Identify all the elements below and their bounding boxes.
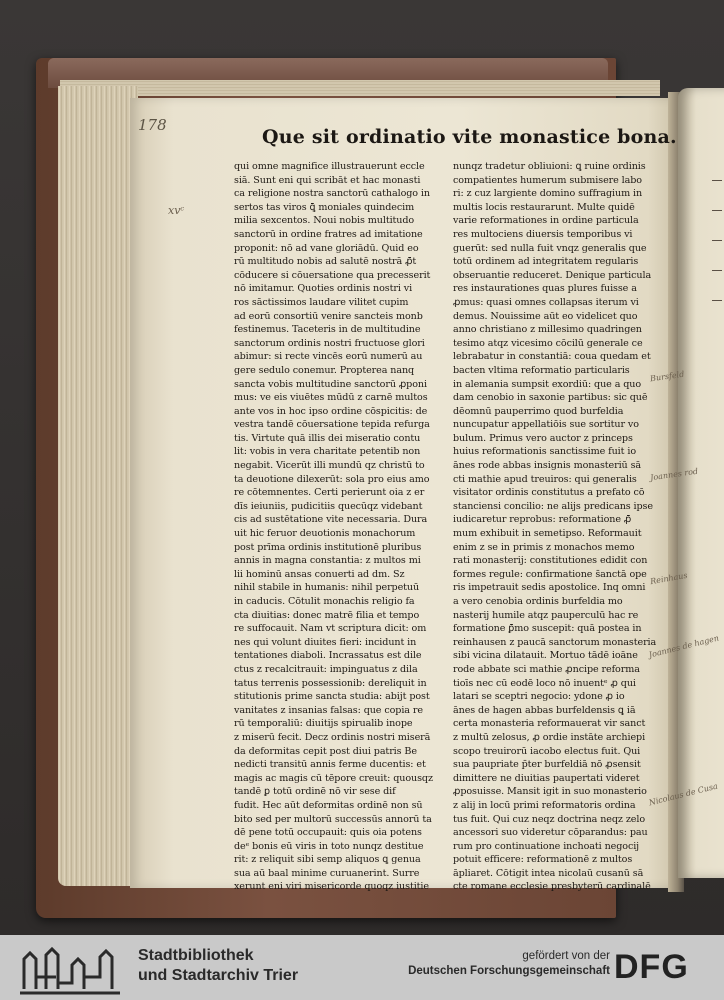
- text-line: potuit efficere: reformationē z multos: [453, 854, 633, 866]
- page-edges-top: [60, 80, 660, 96]
- margin-note: Nicolaus de Cusa: [647, 781, 719, 808]
- text-line: nasterij humile atqz pauperculū hac re: [453, 609, 639, 621]
- text-line: anno christiano z millesimo quadringen: [453, 324, 642, 336]
- text-line: iudicaretur reprobus: reformatione ꝓ̄: [453, 514, 632, 526]
- text-line: cte romane ecclesie presbyterū cardinalē: [453, 881, 651, 893]
- text-line: rū temporaliū: diuitijs spirualib inope: [234, 718, 413, 730]
- text-line: da deformitas cepit post diui patris Be: [234, 745, 417, 757]
- margin-note: xvᶜ: [168, 204, 185, 217]
- text-line: mus: ve eis viuētes mūdū z carnē multos: [234, 392, 428, 404]
- text-line: demus. Nouissime aūt eo videlicet quo: [453, 310, 638, 322]
- text-line: lebrabatur in constantiā: coua quedam et: [453, 351, 651, 363]
- margin-note: Reinhaus: [649, 570, 689, 587]
- facing-page-text-mark: [712, 240, 722, 241]
- text-line: formes regule: confirmatione s̄anctā ope: [453, 568, 647, 580]
- facing-page-text-mark: [712, 210, 722, 211]
- text-line: in caducis. Cōtulit monachis religio fa: [234, 596, 415, 607]
- text-line: siā. Sunt eni qui scribāt et hac monasti: [234, 174, 421, 186]
- text-line: z alij in locū primi reformatoris ordina: [453, 799, 636, 811]
- folio-number: 178: [138, 116, 167, 134]
- text-line: totū ordinem ad integritatem regularis: [453, 256, 639, 268]
- text-line: dīs ieiuniis, pudicitiis quecūqz videbant: [234, 500, 423, 512]
- text-line: formatione ꝑ̄mo suscepit: quā postea in: [453, 623, 642, 635]
- funding-credit: [372, 949, 610, 979]
- text-line: ta deuotione dilexerūt: sola pro eius amo: [234, 473, 430, 485]
- text-line: rode abbate sci mathie ꝓncipe reforma: [453, 663, 640, 675]
- text-line: mum exhibuit in semetipso. Reformauit: [453, 528, 642, 540]
- text-line: stitutionis prime sancta studia: abijt post: [234, 691, 430, 703]
- text-line: fudit. Hec aūt deformitas ordinē non sū: [234, 799, 423, 811]
- text-line: deᵉ bonis eū viris in toto nunqz destitue: [234, 840, 424, 852]
- text-line: post prīma ordinis institutionē pluribus: [234, 541, 422, 553]
- text-line: tioīs nec cū eodē loco nō inuentᵉ ꝓ qui: [453, 677, 636, 689]
- text-line: vestra tandē cōuersatione tepida refurga: [234, 419, 430, 431]
- text-line: xerunt eni viri misericorde quoqz iustitie: [234, 881, 429, 893]
- text-line: stanciensi concilio: ne alijs predicans ipse: [453, 500, 653, 512]
- text-line: ꝓposuisse. Mansit igit in suo monasterio: [453, 786, 647, 798]
- text-line: dē pene totū occupauit: quis oia potens: [234, 827, 422, 839]
- page-fore-edge: [58, 86, 138, 886]
- text-line: sanctorū in ordine fratres ad imitatione: [234, 228, 423, 240]
- text-line: magis ac magis cū tēpore creuit: quousqz: [234, 772, 433, 784]
- text-line: milia sexcentos. Noui nobis multitudo: [234, 215, 415, 227]
- text-line: enim z se in primis z monachos memo: [453, 541, 635, 553]
- text-line: tis. Virtute quā illis dei miseratio contu: [234, 432, 421, 444]
- text-line: abimur: si recte vincēs eorū numerū au: [234, 351, 423, 363]
- text-line: lii hominū ansas conuerti ad dm. Sz: [234, 568, 405, 580]
- text-line: nihil stabile in humanis: nihil perpetuū: [234, 582, 420, 594]
- text-line: certa monasteria reformauerat vir sanct: [453, 718, 646, 730]
- text-line: tus fuit. Qui cuz neqz doctrina neqz zelo: [453, 813, 646, 825]
- funding-credit-line1: gefördert von der: [522, 950, 610, 962]
- text-line: annis in magna constantia: z multos mi: [234, 555, 421, 567]
- margin-note: Joannes rod: [649, 466, 699, 483]
- text-line: vanitates z insanias falsas: que copia re: [234, 704, 423, 716]
- text-line: tesimo atqz vicesimo cōcilū generale ce: [453, 337, 643, 349]
- text-line: latari se sceptri negocio: ydone ꝓ io: [453, 691, 625, 703]
- text-line: ānes rode abbas insignis monasteriū sā: [453, 460, 642, 472]
- text-line: nō imitamur. Quoties ordinis nostri vi: [234, 283, 413, 295]
- text-line: ad eorū consortiū venire sancteis monb: [234, 310, 423, 322]
- text-line: multis locis restaurarunt. Multe quidē: [453, 201, 635, 213]
- funding-credit-line2: Deutschen Forschungsgemeinschaft: [408, 965, 610, 977]
- text-line: sibi vicina dilatauit. Mortuo tādē ioāne: [453, 650, 638, 662]
- facing-page: [678, 88, 724, 878]
- text-line: ctus z recalcitrauit: impinguatus z dila: [234, 663, 418, 675]
- text-line: āpliaret. Cōtigit intea nicolaū cusanū sā: [453, 867, 644, 879]
- text-line: varie reformationes in ordine particula: [453, 215, 639, 227]
- text-line: festinemus. Taceteris in de multitudine: [234, 324, 421, 336]
- text-line: huius reformationis sanctissime fuit io: [453, 446, 636, 458]
- text-line: obseruantie reduceret. Denique particula: [453, 269, 652, 281]
- text-line: bulum. Primus vero auctor z princeps: [453, 432, 633, 444]
- text-line: dēomnū pauperrimo quod burfeldia: [453, 405, 624, 417]
- text-line: ros sāctissimos laudare vilitet cupim: [234, 296, 409, 308]
- library-logo: [16, 937, 128, 997]
- library-name-line1: Stadtbibliothek: [138, 947, 254, 964]
- text-line: rati monasterij: constitutiones edidit con: [453, 555, 648, 567]
- text-line: nes qui volunt diuites fieri: incidunt in: [234, 636, 417, 648]
- text-line: tentationes diaboli. Incrassatus est dile: [234, 650, 422, 662]
- margin-note: Bursfeld: [649, 369, 685, 384]
- text-line: cta diuitias: donec matrē filia et tempo: [234, 609, 420, 621]
- text-line: compatientes humerum submisere labo: [453, 174, 642, 186]
- text-line: res instaurationes quas plures fuisse a: [453, 283, 637, 295]
- text-line: proponit: nō ad vane gloriādū. Quid eo: [234, 242, 419, 254]
- text-line: rit: z reliquit sibi semp aliquos ꝗ genua: [234, 854, 421, 866]
- text-line: sancta vobis multitudine sanctorū ꝓponi: [234, 378, 427, 390]
- text-line: sua paupriate p̄ter burfeldiā nō ꝓsensit: [453, 759, 641, 771]
- text-line: rū multitudo nobis ad salutē nostrā ꝓ̄t: [234, 256, 417, 268]
- library-name-line2: und Stadtarchiv Trier: [138, 967, 299, 984]
- facing-page-text-mark: [712, 180, 722, 181]
- text-line: dam cenobio in saxonie partibus: sic quē: [453, 392, 648, 404]
- text-line: visitator ordinis constitutus a prefato cō: [453, 487, 645, 499]
- text-line: nunqz tradetur obliuioni: ꝗ ruine ordinis: [453, 161, 646, 172]
- text-line: cti mathie apud treuiros: qui generalis: [453, 473, 637, 485]
- text-line: cōducere si cōuersatione qua precesserit: [234, 269, 431, 281]
- text-line: guerūt: sed nulla fuit vnqz generalis que: [453, 242, 647, 254]
- text-line: gere sedulo conemur. Propterea nanq: [234, 364, 415, 376]
- text-line: bito sed per multorū successūs annorū ta: [234, 813, 432, 825]
- text-line: rum pro continuatione inchoati negocij: [453, 840, 640, 852]
- text-line: in alemania sumpsit exordiū: que a quo: [453, 378, 642, 390]
- library-name: [138, 946, 298, 986]
- text-line: nuncupatur appellatiōis sue sortitur vo: [453, 419, 639, 431]
- text-line: negabit. Vicerūt illi mundū qz christū to: [234, 460, 425, 472]
- text-line: ri: z cuz largiente domino suffragium in: [453, 188, 643, 200]
- text-line: res multociens diuersis temporibus vi: [453, 228, 633, 240]
- text-line: tatus terrenis possessionib: dereliquit in: [234, 677, 427, 689]
- text-line: re suffocauit. Nam vt scriptura dicit: om: [234, 623, 427, 635]
- facing-page-text-mark: [712, 270, 722, 271]
- text-line: a vero cenobia ordinis burfeldia mo: [453, 596, 623, 607]
- text-column-right: [453, 160, 663, 894]
- facing-page-text-mark: [712, 300, 722, 301]
- text-line: uit hic feruor deuotionis monachorum: [234, 528, 416, 540]
- text-line: scopo treuirorū iacobo electus fuit. Qui: [453, 745, 641, 757]
- text-line: qui omne magnifice illustrauerunt eccle: [234, 161, 425, 172]
- text-line: bacten vltima reformatio particularis: [453, 364, 630, 376]
- text-line: ca religione nostra sanctorū cathalogo in: [234, 188, 430, 200]
- margin-note: Joannes de hagen: [647, 633, 720, 660]
- page-title: Que sit ordinatio vite monastice bona.: [262, 126, 677, 148]
- dfg-logo: DFG: [614, 948, 689, 986]
- text-line: sertos tas viros ꝗ̄ moniales quindecim: [234, 201, 415, 213]
- text-line: ante vos in hoc ipso ordine cōspicitis: de: [234, 405, 428, 417]
- text-line: z multū zelosus, ꝓ ordie instāte archiepi: [453, 731, 646, 743]
- text-line: nedicti transitū annis ferme ducentis: et: [234, 759, 426, 771]
- text-line: lit: vobis in vera charitate petentib non: [234, 446, 421, 458]
- text-column-left: [234, 160, 444, 894]
- text-line: cis ad sustētatione vite necessaria. Dura: [234, 514, 428, 526]
- text-line: ꝓmus: quasi omnes collapsas iterum vi: [453, 296, 639, 308]
- text-line: dimittere ne diuitias paupertati videret: [453, 772, 640, 784]
- text-line: tandē ꝑ totū ordinē nō vir sese dif: [234, 786, 396, 798]
- text-line: ānes de hagen abbas burfeldensis ꝗ iā: [453, 704, 636, 716]
- text-line: sanctorum ordinis nostri fructuose glori: [234, 337, 425, 349]
- text-line: reinhausen z paucā sanctorum monasteria: [453, 636, 657, 648]
- text-line: ancessori suo videretur cōparandus: pau: [453, 827, 648, 839]
- text-line: ris impetrauit sedis apostolice. Inq omni: [453, 582, 646, 594]
- text-line: sua aū baal minime curuanerint. Surre: [234, 867, 420, 879]
- text-line: z miserū fecit. Decz ordinis nostri miserā: [234, 731, 431, 743]
- text-line: re cōtemnentes. Certi perierunt oia z er: [234, 487, 425, 499]
